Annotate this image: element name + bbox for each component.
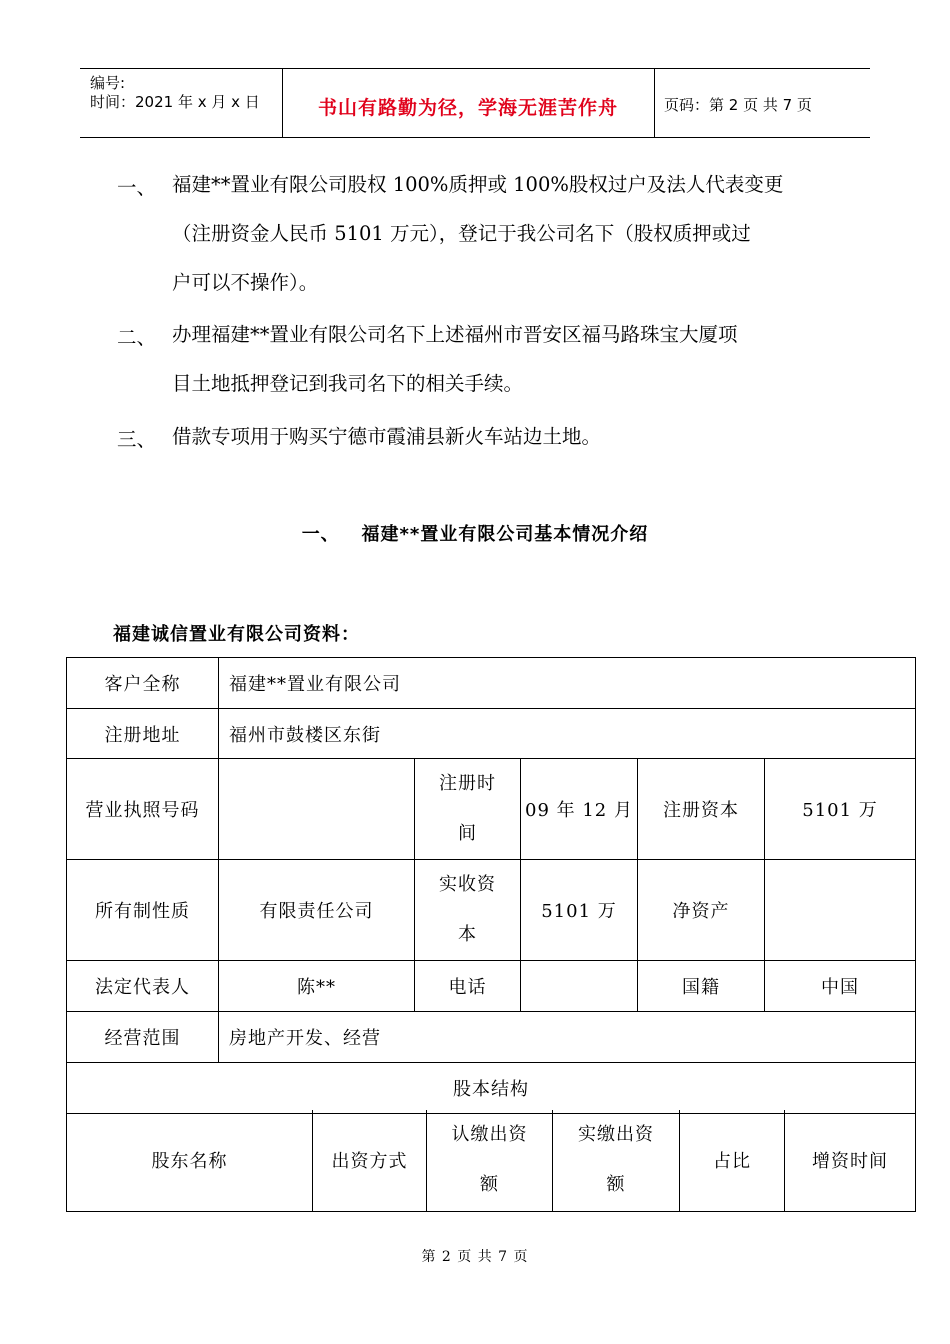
table-row [67, 1012, 916, 1063]
condition-number: 一、 [117, 176, 157, 199]
paid-amount-header [553, 1110, 680, 1211]
ratio-header: 占比 [680, 1110, 785, 1211]
condition-line: 借款专项用于购买宁德市霞浦县新火车站边土地。 [172, 425, 602, 448]
subscribed-header-line: 额 [480, 1174, 499, 1196]
scope-value: 房地产开发、经营 [219, 1012, 916, 1063]
motto: 书山有路勤为径，学海无涯苦作舟 [317, 97, 618, 119]
paid-header-line: 实缴出资 [578, 1124, 654, 1146]
legal-rep-label: 法定代表人 [67, 961, 219, 1012]
equity-structure-header: 股本结构 [67, 1063, 916, 1114]
reg-time-label-line: 注册时 [439, 773, 496, 794]
nationality-label: 国籍 [638, 961, 765, 1012]
paid-header-line: 额 [606, 1174, 626, 1196]
subscribed-amount-header [427, 1110, 553, 1211]
condition-line: 福建**置业有限公司股权 100%质押或 100%股权过户及法人代表变更 [172, 173, 784, 196]
reg-time-label [415, 759, 521, 860]
serial-label: 编号: [90, 74, 126, 92]
table-row [67, 709, 916, 759]
table-row [67, 860, 916, 961]
address-value: 福州市鼓楼区东街 [219, 709, 916, 759]
net-assets-value [765, 860, 916, 961]
table-row [67, 1063, 916, 1114]
nationality-value: 中国 [765, 961, 916, 1012]
ownership-label: 所有制性质 [67, 860, 219, 961]
scope-label: 经营范围 [67, 1012, 219, 1063]
shareholder-table [66, 1110, 916, 1212]
increase-time-header: 增资时间 [785, 1110, 916, 1211]
reg-capital-label: 注册资本 [638, 759, 765, 860]
license-label: 营业执照号码 [67, 759, 219, 860]
condition-number: 二、 [117, 326, 157, 349]
table-row [67, 1110, 916, 1211]
company-info-table [66, 657, 916, 1114]
table-row [67, 658, 916, 709]
reg-capital-value: 5101 万 [765, 759, 916, 860]
condition-text [172, 160, 783, 307]
paid-capital-value: 5101 万 [521, 860, 638, 961]
license-value [219, 759, 415, 860]
header-meta-cell [80, 69, 283, 137]
section-title: 一、 福建**置业有限公司基本情况介绍 [301, 524, 649, 545]
subscribed-header-line: 认缴出资 [451, 1124, 528, 1146]
condition-line: 目土地抵押登记到我司名下的相关手续。 [172, 372, 524, 395]
condition-line: （注册资金人民币 5101 万元），登记于我公司名下（股权质押或过 [172, 222, 751, 245]
phone-value [521, 961, 638, 1012]
page-code: 页码：第 2 页 共 7 页 [664, 96, 812, 114]
condition-text [172, 412, 601, 461]
phone-label: 电话 [415, 961, 521, 1012]
reg-time-label-line: 间 [458, 823, 477, 844]
paid-capital-label-line: 本 [458, 924, 477, 945]
paid-capital-label [415, 860, 521, 961]
address-label: 注册地址 [67, 709, 219, 759]
table-row [67, 759, 916, 860]
page-footer: 第 2 页 共 7 页 [421, 1249, 529, 1265]
condition-number: 三、 [117, 428, 157, 451]
table-row [67, 961, 916, 1012]
legal-rep-value: 陈** [219, 961, 415, 1012]
ownership-value: 有限责任公司 [219, 860, 415, 961]
page-header [80, 68, 870, 138]
reg-time-value: 09 年 12 月 [521, 759, 638, 860]
net-assets-label: 净资产 [638, 860, 765, 961]
contribution-method-header: 出资方式 [313, 1110, 427, 1211]
time-label: 时间：2021 年 x 月 x 日 [90, 93, 260, 111]
header-motto-cell [282, 69, 655, 137]
header-page-cell [655, 69, 870, 137]
condition-text [172, 310, 738, 408]
shareholder-name-header: 股东名称 [67, 1110, 313, 1211]
condition-line: 办理福建**置业有限公司名下上述福州市晋安区福马路珠宝大厦项 [172, 323, 738, 346]
customer-name-value: 福建**置业有限公司 [219, 658, 916, 709]
paid-capital-label-line: 实收资 [439, 874, 496, 895]
condition-line: 户可以不操作）。 [172, 271, 319, 294]
company-info-title: 福建诚信置业有限公司资料： [113, 624, 360, 645]
customer-name-label: 客户全称 [67, 658, 219, 709]
